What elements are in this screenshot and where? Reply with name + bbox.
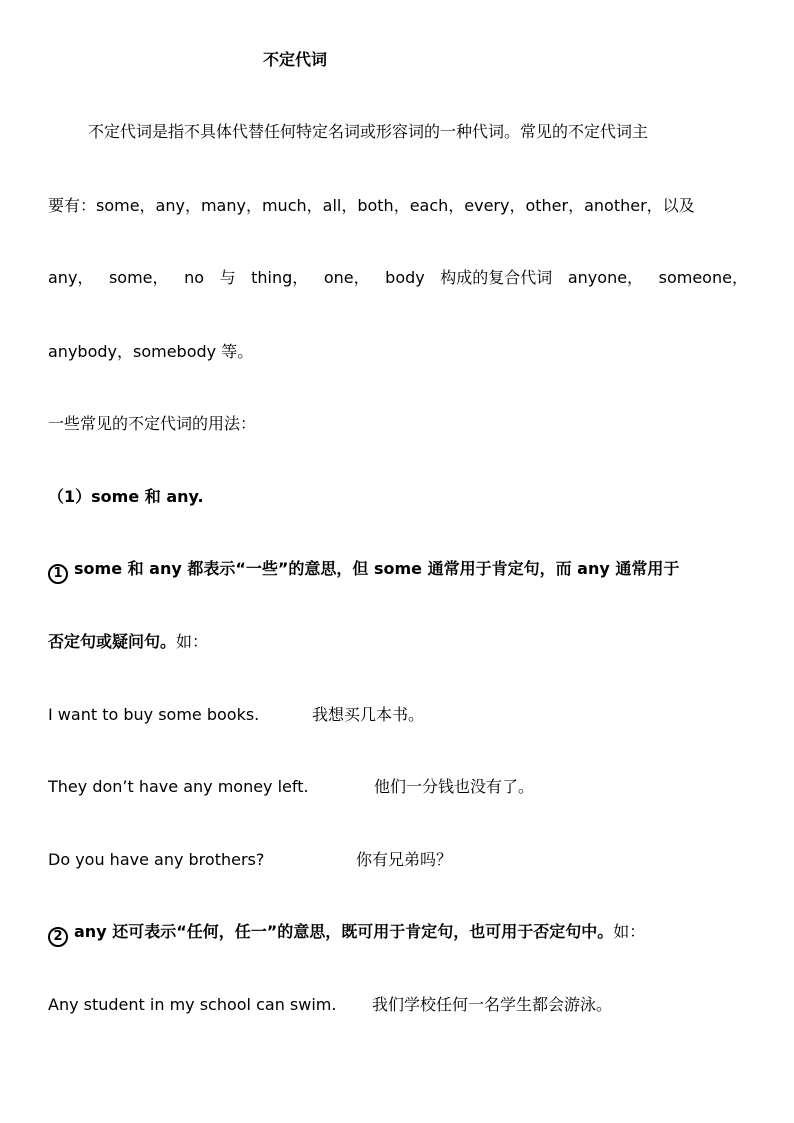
line3-part: 与 [219, 268, 236, 287]
usage-intro: 一些常见的不定代词的用法： [48, 414, 257, 433]
line3-part: thing， [251, 268, 309, 287]
example-chinese: 我想买几本书。 [312, 705, 425, 724]
line3-part: some， [108, 268, 169, 287]
circled-number: 1 [48, 564, 68, 584]
example-chinese: 我们学校任何一名学生都会游泳。 [372, 995, 613, 1014]
example-chinese: 他们一分钱也没有了。 [374, 777, 535, 796]
example-english: Do you have any brothers? [48, 850, 265, 869]
example-english: They don’t have any money left. [48, 777, 309, 796]
point-1-text-tail: 如： [176, 632, 209, 651]
example-row [48, 995, 336, 1015]
point-1-text-bold: 否定句或疑问句。 [48, 632, 177, 651]
circled-number: 2 [48, 927, 68, 947]
line3-part: 构成的复合代词 [440, 268, 553, 287]
paragraph-line-4: anybody，somebody 等。 [48, 342, 254, 361]
line3-part: no [184, 268, 205, 287]
point-1-continued [48, 632, 208, 652]
point-2-text-tail: 如： [613, 922, 646, 941]
section-heading: （1）some 和 any. [48, 487, 204, 506]
page-title: 不定代词 [263, 50, 328, 69]
example-english: I want to buy some books. [48, 705, 260, 724]
paragraph-line-3 [48, 268, 748, 288]
example-english: Any student in my school can swim. [48, 995, 337, 1014]
line3-part: any， [48, 268, 94, 287]
line3-part: body [385, 268, 425, 287]
paragraph-line-1: 不定代词是指不具体代替任何特定名词或形容词的一种代词。常见的不定代词主 [88, 122, 649, 141]
paragraph-line-2: 要有：some，any，many，much，all，both，each，every，other，another，以及 [48, 196, 695, 215]
point-1-text: some 和 any 都表示“一些”的意思，但 some 通常用于肯定句，而 any 通常用于 [74, 559, 680, 578]
example-row [48, 705, 259, 725]
line3-part: someone， [658, 268, 748, 287]
line3-part: anyone， [567, 268, 644, 287]
example-chinese: 你有兄弟吗？ [356, 850, 453, 869]
example-row [48, 850, 264, 870]
example-row [48, 777, 309, 797]
point-1 [48, 559, 748, 584]
point-2-text-bold: any 还可表示“任何，任一”的意思，既可用于肯定句，也可用于否定句中。 [74, 922, 614, 941]
point-2 [48, 922, 645, 947]
line3-part: one， [323, 268, 370, 287]
